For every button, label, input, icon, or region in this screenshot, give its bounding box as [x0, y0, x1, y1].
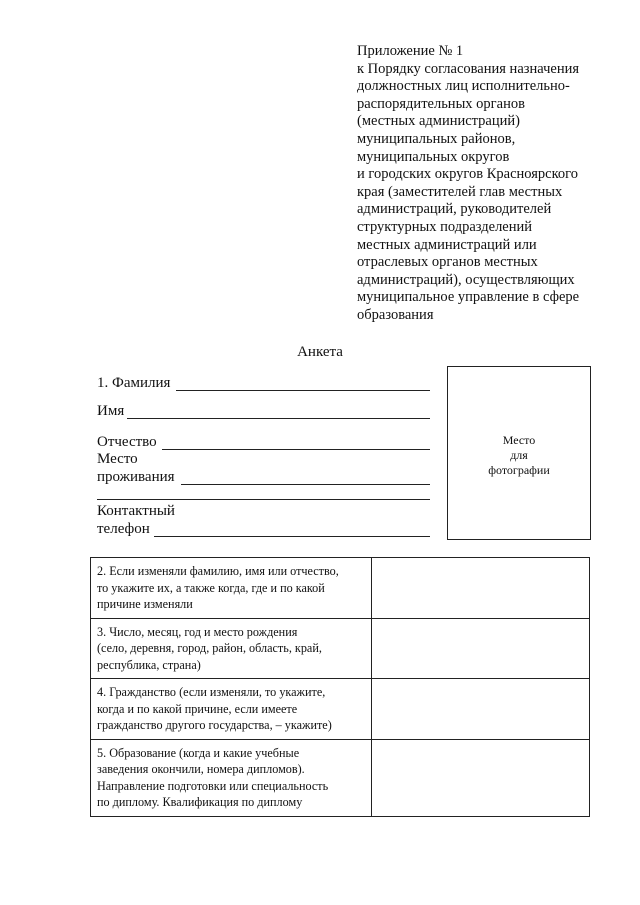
phone-label-second: телефон — [97, 521, 150, 537]
appendix-line: структурных подразделений — [357, 218, 533, 235]
surname-label: 1. Фамилия — [97, 375, 171, 391]
patronymic-label: Отчество — [97, 434, 157, 450]
question-text-line: 3. Число, месяц, год и место рождения — [97, 624, 298, 639]
question-cell — [91, 679, 372, 740]
answer-cell[interactable] — [371, 739, 589, 816]
phone-label-first: Контактный — [97, 503, 175, 519]
appendix-line: (местных администраций) — [357, 113, 520, 130]
appendix-header — [357, 43, 607, 325]
form-title: Анкета — [297, 344, 343, 360]
question-text-line: то укажите их, а также когда, где и по какой — [97, 580, 325, 595]
photo-placeholder-text — [448, 433, 590, 478]
question-text-line: гражданство другого государства, – укажите) — [97, 718, 332, 732]
photo-label-line: фотографии — [488, 463, 550, 477]
appendix-line: и городских округов Красноярского — [357, 166, 578, 183]
question-cell — [91, 618, 372, 679]
appendix-line: распорядительных органов — [357, 95, 525, 112]
appendix-line: администраций), осуществляющих — [357, 271, 575, 288]
residence-input-line-extra[interactable] — [97, 499, 430, 500]
appendix-line: администраций, руководителей — [357, 201, 552, 218]
appendix-line: Приложение № 1 — [357, 43, 464, 59]
residence-label-second: проживания — [97, 469, 175, 485]
question-text-line: Направление подготовки или специальность — [97, 778, 329, 793]
appendix-line: муниципальных районов, — [357, 130, 516, 147]
question-text-line: когда и по какой причине, если имеете — [97, 701, 298, 716]
residence-input-line[interactable] — [181, 484, 430, 485]
surname-input-line[interactable] — [176, 390, 430, 391]
table-row — [91, 679, 590, 740]
photo-label-line: Место — [502, 433, 536, 447]
question-cell — [91, 739, 372, 816]
appendix-line: муниципальное управление в сфере — [357, 289, 580, 306]
appendix-line: муниципальных округов — [357, 148, 510, 165]
appendix-line: образования — [357, 306, 434, 323]
appendix-line: к Порядку согласования назначения — [357, 60, 580, 77]
table-row — [91, 739, 590, 816]
photo-label-line: для — [510, 448, 528, 462]
name-input-line[interactable] — [127, 418, 430, 419]
questionnaire-table — [90, 557, 590, 817]
table-row — [91, 618, 590, 679]
question-text-line: 5. Образование (когда и какие учебные — [97, 745, 300, 760]
question-text-line: 2. Если изменяли фамилию, имя или отчество, — [97, 564, 339, 578]
patronymic-input-line[interactable] — [162, 449, 430, 450]
question-text-line: по диплому. Квалификация по диплому — [97, 795, 303, 809]
phone-input-line[interactable] — [154, 536, 430, 537]
question-text-line: 4. Гражданство (если изменяли, то укажите, — [97, 685, 326, 699]
table-row — [91, 558, 590, 619]
answer-cell[interactable] — [371, 618, 589, 679]
residence-label-first: Место — [97, 451, 138, 467]
appendix-line: местных администраций или — [357, 236, 537, 253]
appendix-line: края (заместителей глав местных — [357, 183, 563, 200]
answer-cell[interactable] — [371, 679, 589, 740]
question-text-line: заведения окончили, номера дипломов). — [97, 762, 305, 776]
question-text-line: (село, деревня, город, район, область, край, — [97, 641, 322, 655]
photo-placeholder — [447, 366, 591, 540]
appendix-line: должностных лиц исполнительно- — [357, 78, 570, 95]
answer-cell[interactable] — [371, 558, 589, 619]
question-text-line: республика, страна) — [97, 657, 201, 672]
question-cell — [91, 558, 372, 619]
appendix-line: отраслевых органов местных — [357, 254, 538, 271]
name-label: Имя — [97, 403, 125, 419]
question-text-line: причине изменяли — [97, 597, 193, 611]
